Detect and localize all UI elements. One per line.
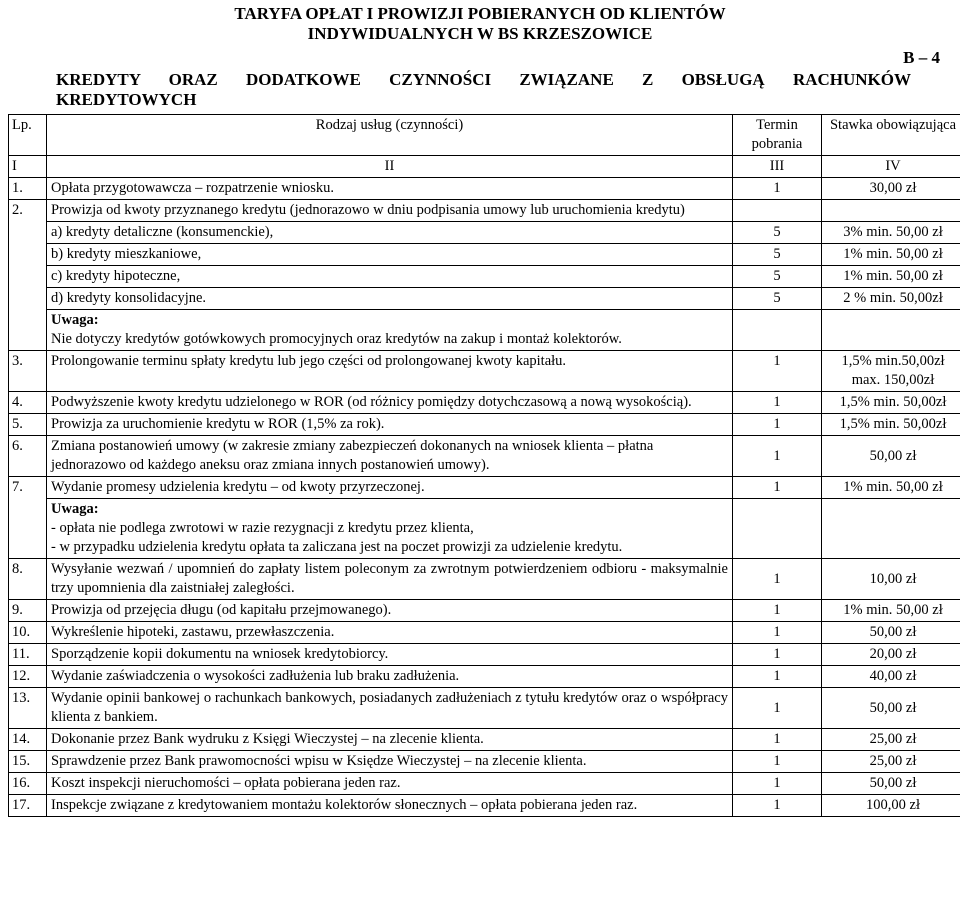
- table-row: [9, 477, 960, 499]
- row-term: 1: [733, 773, 822, 795]
- row-number: 8.: [9, 559, 47, 600]
- table-row: [9, 622, 960, 644]
- section-title-line2: KREDYTOWYCH: [56, 90, 197, 109]
- row-rate: 25,00 zł: [822, 729, 960, 751]
- row-service: Sprawdzenie przez Bank prawomocności wpisu w Księdze Wieczystej – na zlecenie klienta.: [47, 751, 733, 773]
- subrow-service: c) kredyty hipoteczne,: [47, 266, 733, 288]
- table-row: [9, 795, 960, 817]
- row-rate: 25,00 zł: [822, 751, 960, 773]
- row-number: 17.: [9, 795, 47, 817]
- row-number: 7.: [9, 477, 47, 559]
- table-row: [9, 688, 960, 729]
- row-number: 1.: [9, 178, 47, 200]
- table-row: [9, 414, 960, 436]
- fee-table: [8, 114, 960, 817]
- row-number: 9.: [9, 600, 47, 622]
- table-row: [9, 773, 960, 795]
- row-service: Zmiana postanowień umowy (w zakresie zmiany zabezpieczeń dokonanych na wniosek klienta – płatna jednorazowo od każdego aneksu oraz zmiana innych postanowień umowy).: [47, 436, 733, 477]
- row-number: 6.: [9, 436, 47, 477]
- row-rate: 1% min. 50,00 zł: [822, 600, 960, 622]
- row-service: Prowizja od kwoty przyznanego kredytu (jednorazowo w dniu podpisania umowy lub uruchomienia kredytu): [47, 200, 733, 222]
- subrow-service: a) kredyty detaliczne (konsumenckie),: [47, 222, 733, 244]
- row-rate: 10,00 zł: [822, 559, 960, 600]
- col-num-4: IV: [822, 156, 960, 178]
- col-header-rate: Stawka obowiązująca: [822, 115, 960, 156]
- empty-cell: [822, 499, 960, 559]
- table-header-row: [9, 115, 960, 156]
- note-text: - w przypadku udzielenia kredytu opłata ta zaliczana jest na poczet prowizji za udzielenie kredytu.: [51, 539, 623, 555]
- row-number: 15.: [9, 751, 47, 773]
- subrow-term: 5: [733, 222, 822, 244]
- row-term: 1: [733, 751, 822, 773]
- row-term: 1: [733, 795, 822, 817]
- table-subrow: [9, 222, 960, 244]
- row-service: Wydanie opinii bankowej o rachunkach bankowych, posiadanych zadłużeniach z tytułu kredytów oraz o współpracy klienta z bankiem.: [47, 688, 733, 729]
- document-title-line1: TARYFA OPŁAT I PROWIZJI POBIERANYCH OD KLIENTÓW: [234, 4, 726, 23]
- row-service: Wydanie promesy udzielenia kredytu – od kwoty przyrzeczonej.: [47, 477, 733, 499]
- row-term: 1: [733, 729, 822, 751]
- col-num-3: III: [733, 156, 822, 178]
- row-number: 12.: [9, 666, 47, 688]
- row-number: 3.: [9, 351, 47, 392]
- subrow-service: d) kredyty konsolidacyjne.: [47, 288, 733, 310]
- row-term: 1: [733, 392, 822, 414]
- document-title-line2: INDYWIDUALNYCH W BS KRZESZOWICE: [307, 24, 653, 43]
- row-rate: 50,00 zł: [822, 622, 960, 644]
- subrow-term: 5: [733, 244, 822, 266]
- row-service: Koszt inspekcji nieruchomości – opłata pobierana jeden raz.: [47, 773, 733, 795]
- table-row: [9, 559, 960, 600]
- subrow-rate: 1% min. 50,00 zł: [822, 244, 960, 266]
- table-note-row: [9, 499, 960, 559]
- row-service: Wysyłanie wezwań / upomnień do zapłaty listem poleconym za zwrotnym potwierdzeniem odbioru - maksymalnie trzy upomnienia dla zaistniałej zaległości.: [47, 559, 733, 600]
- row-rate: 30,00 zł: [822, 178, 960, 200]
- row-number: 11.: [9, 644, 47, 666]
- subrow-rate: 3% min. 50,00 zł: [822, 222, 960, 244]
- row-number: 2.: [9, 200, 47, 351]
- note-cell: [47, 499, 733, 559]
- row-number: 14.: [9, 729, 47, 751]
- row-service: Wydanie zaświadczenia o wysokości zadłużenia lub braku zadłużenia.: [47, 666, 733, 688]
- row-service: Podwyższenie kwoty kredytu udzielonego w ROR (od różnicy pomiędzy dotychczasową a nową wysokością).: [47, 392, 733, 414]
- table-row: [9, 666, 960, 688]
- col-num-2: II: [47, 156, 733, 178]
- row-rate: 1,5% min. 50,00zł: [822, 392, 960, 414]
- row-number: 10.: [9, 622, 47, 644]
- col-header-lp: Lp.: [9, 115, 47, 156]
- col-header-term: Termin pobrania: [733, 115, 822, 156]
- row-rate: 50,00 zł: [822, 436, 960, 477]
- table-row: [9, 351, 960, 392]
- row-rate: 40,00 zł: [822, 666, 960, 688]
- row-number: 4.: [9, 392, 47, 414]
- subrow-term: 5: [733, 288, 822, 310]
- row-rate: 1% min. 50,00 zł: [822, 477, 960, 499]
- table-row: [9, 600, 960, 622]
- subrow-rate: 2 % min. 50,00zł: [822, 288, 960, 310]
- row-service: Dokonanie przez Bank wydruku z Księgi Wieczystej – na zlecenie klienta.: [47, 729, 733, 751]
- subrow-rate: 1% min. 50,00 zł: [822, 266, 960, 288]
- empty-cell: [733, 499, 822, 559]
- row-term: 1: [733, 688, 822, 729]
- row-service: Prowizja od przejęcia długu (od kapitału przejmowanego).: [47, 600, 733, 622]
- table-row: [9, 392, 960, 414]
- roman-numerals-row: [9, 156, 960, 178]
- table-row: [9, 729, 960, 751]
- rate-line: 1,5% min.50,00zł: [841, 353, 945, 369]
- row-term: 1: [733, 644, 822, 666]
- empty-cell: [733, 310, 822, 351]
- table-row: [9, 178, 960, 200]
- rate-line: max. 150,00zł: [851, 372, 935, 388]
- note-label: Uwaga:: [51, 501, 99, 517]
- row-term: 1: [733, 178, 822, 200]
- row-rate: 20,00 zł: [822, 644, 960, 666]
- row-term: 1: [733, 414, 822, 436]
- table-code: B – 4: [903, 48, 940, 67]
- row-service: Wykreślenie hipoteki, zastawu, przewłaszczenia.: [47, 622, 733, 644]
- empty-cell: [822, 310, 960, 351]
- table-row: [9, 436, 960, 477]
- row-number: 13.: [9, 688, 47, 729]
- row-term: [733, 200, 822, 222]
- table-subrow: [9, 288, 960, 310]
- section-title-line1: KREDYTY ORAZ DODATKOWE CZYNNOŚCI ZWIĄZANE Z OBSŁUGĄ RACHUNKÓW: [56, 70, 911, 89]
- row-rate: [822, 200, 960, 222]
- row-rate: 50,00 zł: [822, 688, 960, 729]
- row-service: Prowizja za uruchomienie kredytu w ROR (1,5% za rok).: [47, 414, 733, 436]
- row-rate: 50,00 zł: [822, 773, 960, 795]
- note-text: - opłata nie podlega zwrotowi w razie rezygnacji z kredytu przez klienta,: [51, 520, 474, 536]
- row-term: 1: [733, 436, 822, 477]
- table-note-row: [9, 310, 960, 351]
- row-term: 1: [733, 559, 822, 600]
- row-term: 1: [733, 622, 822, 644]
- subrow-service: b) kredyty mieszkaniowe,: [47, 244, 733, 266]
- note-text: Nie dotyczy kredytów gotówkowych promocyjnych oraz kredytów na zakup i montaż kolektorów.: [51, 331, 622, 347]
- row-rate: 100,00 zł: [822, 795, 960, 817]
- table-row: [9, 200, 960, 222]
- row-rate: [822, 351, 960, 392]
- col-num-1: I: [9, 156, 47, 178]
- table-subrow: [9, 244, 960, 266]
- row-number: 16.: [9, 773, 47, 795]
- table-row: [9, 644, 960, 666]
- row-service: Sporządzenie kopii dokumentu na wniosek kredytobiorcy.: [47, 644, 733, 666]
- row-term: 1: [733, 351, 822, 392]
- row-service: Prolongowanie terminu spłaty kredytu lub jego części od prolongowanej kwoty kapitału.: [47, 351, 733, 392]
- table-row: [9, 751, 960, 773]
- row-number: 5.: [9, 414, 47, 436]
- row-rate: 1,5% min. 50,00zł: [822, 414, 960, 436]
- row-service: Inspekcje związane z kredytowaniem montażu kolektorów słonecznych – opłata pobierana jeden raz.: [47, 795, 733, 817]
- row-service: Opłata przygotowawcza – rozpatrzenie wniosku.: [47, 178, 733, 200]
- note-label: Uwaga:: [51, 312, 99, 328]
- row-term: 1: [733, 600, 822, 622]
- note-cell: [47, 310, 733, 351]
- col-header-service: Rodzaj usług (czynności): [47, 115, 733, 156]
- row-term: 1: [733, 666, 822, 688]
- subrow-term: 5: [733, 266, 822, 288]
- row-term: 1: [733, 477, 822, 499]
- table-subrow: [9, 266, 960, 288]
